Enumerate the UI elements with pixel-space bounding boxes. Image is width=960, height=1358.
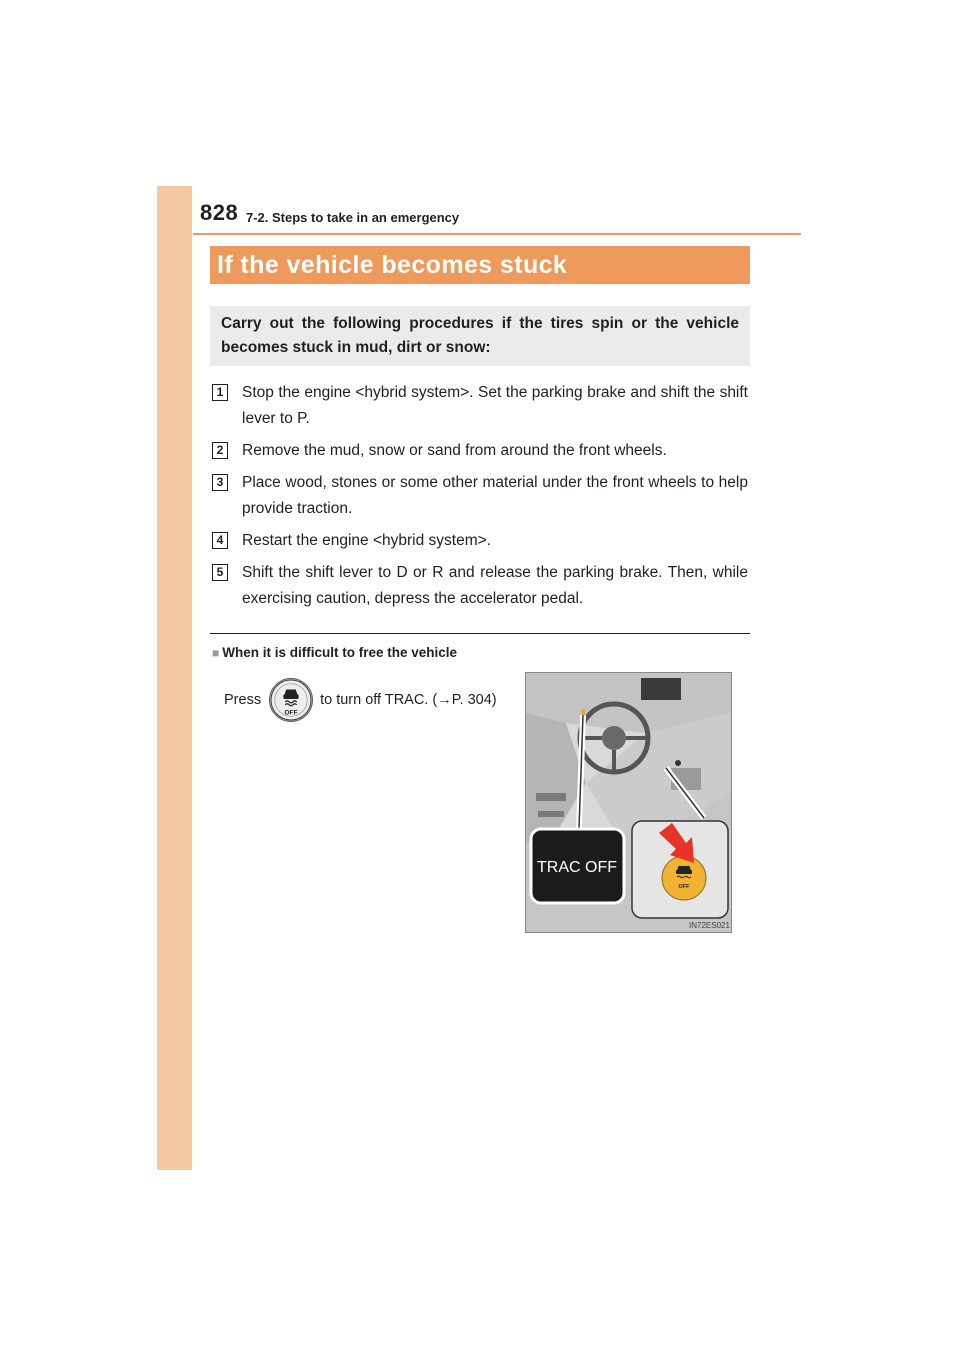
subsection-heading [212,645,457,660]
page-heading: If the vehicle becomes stuck [210,246,750,284]
step-text: Shift the shift lever to D or R and release the parking brake. Then, while exercising caution, depress the accelerator pedal. [242,564,748,607]
step-text: Stop the engine <hybrid system>. Set the parking brake and shift the shift lever to P. [242,384,748,427]
step-item [212,438,748,464]
step-text: Place wood, stones or some other material under the front wheels to help provide traction. [242,474,748,517]
step-item [212,560,748,612]
button-off-label: OFF [284,709,298,717]
turn-off-text: to turn off TRAC. ( [320,692,438,708]
step-item [212,380,748,432]
step-number: 3 [212,474,228,491]
image-code: IN72ES021 [689,921,730,930]
dashboard-drawing [526,673,731,932]
header-rule [193,233,801,235]
dashboard-illustration [525,672,732,933]
step-item [212,470,748,522]
section-title: 7-2. Steps to take in an emergency [246,210,460,225]
switch-off-label: OFF [678,884,690,890]
trac-off-button-icon [269,678,313,722]
page-number: 828 [200,200,239,225]
step-text: Restart the engine <hybrid system>. [242,532,491,549]
trac-off-indicator-text: TRAC OFF [537,859,617,876]
arrow-icon: → [437,692,452,708]
section-divider [210,633,750,634]
chapter-sidebar-tab [157,186,192,1170]
intro-text: Carry out the following procedures if the tires spin or the vehicle becomes stuck in mud, dirt or snow: [221,315,739,356]
step-text: Remove the mud, snow or sand from around the front wheels. [242,442,667,459]
step-number: 4 [212,532,228,549]
page-reference: P. 304) [451,692,497,708]
steps-list [212,380,748,612]
display-screen [641,678,681,700]
step-item [212,528,748,554]
press-instruction [224,677,497,723]
step-number: 5 [212,564,228,581]
intro-box [210,306,750,366]
trac-off-switch-icon [662,856,706,900]
bullet-square-icon: ■ [212,646,220,660]
step-number: 2 [212,442,228,459]
press-label: Press [224,692,262,708]
subsection-title: When it is difficult to free the vehicle [222,645,458,660]
step-number: 1 [212,384,228,401]
